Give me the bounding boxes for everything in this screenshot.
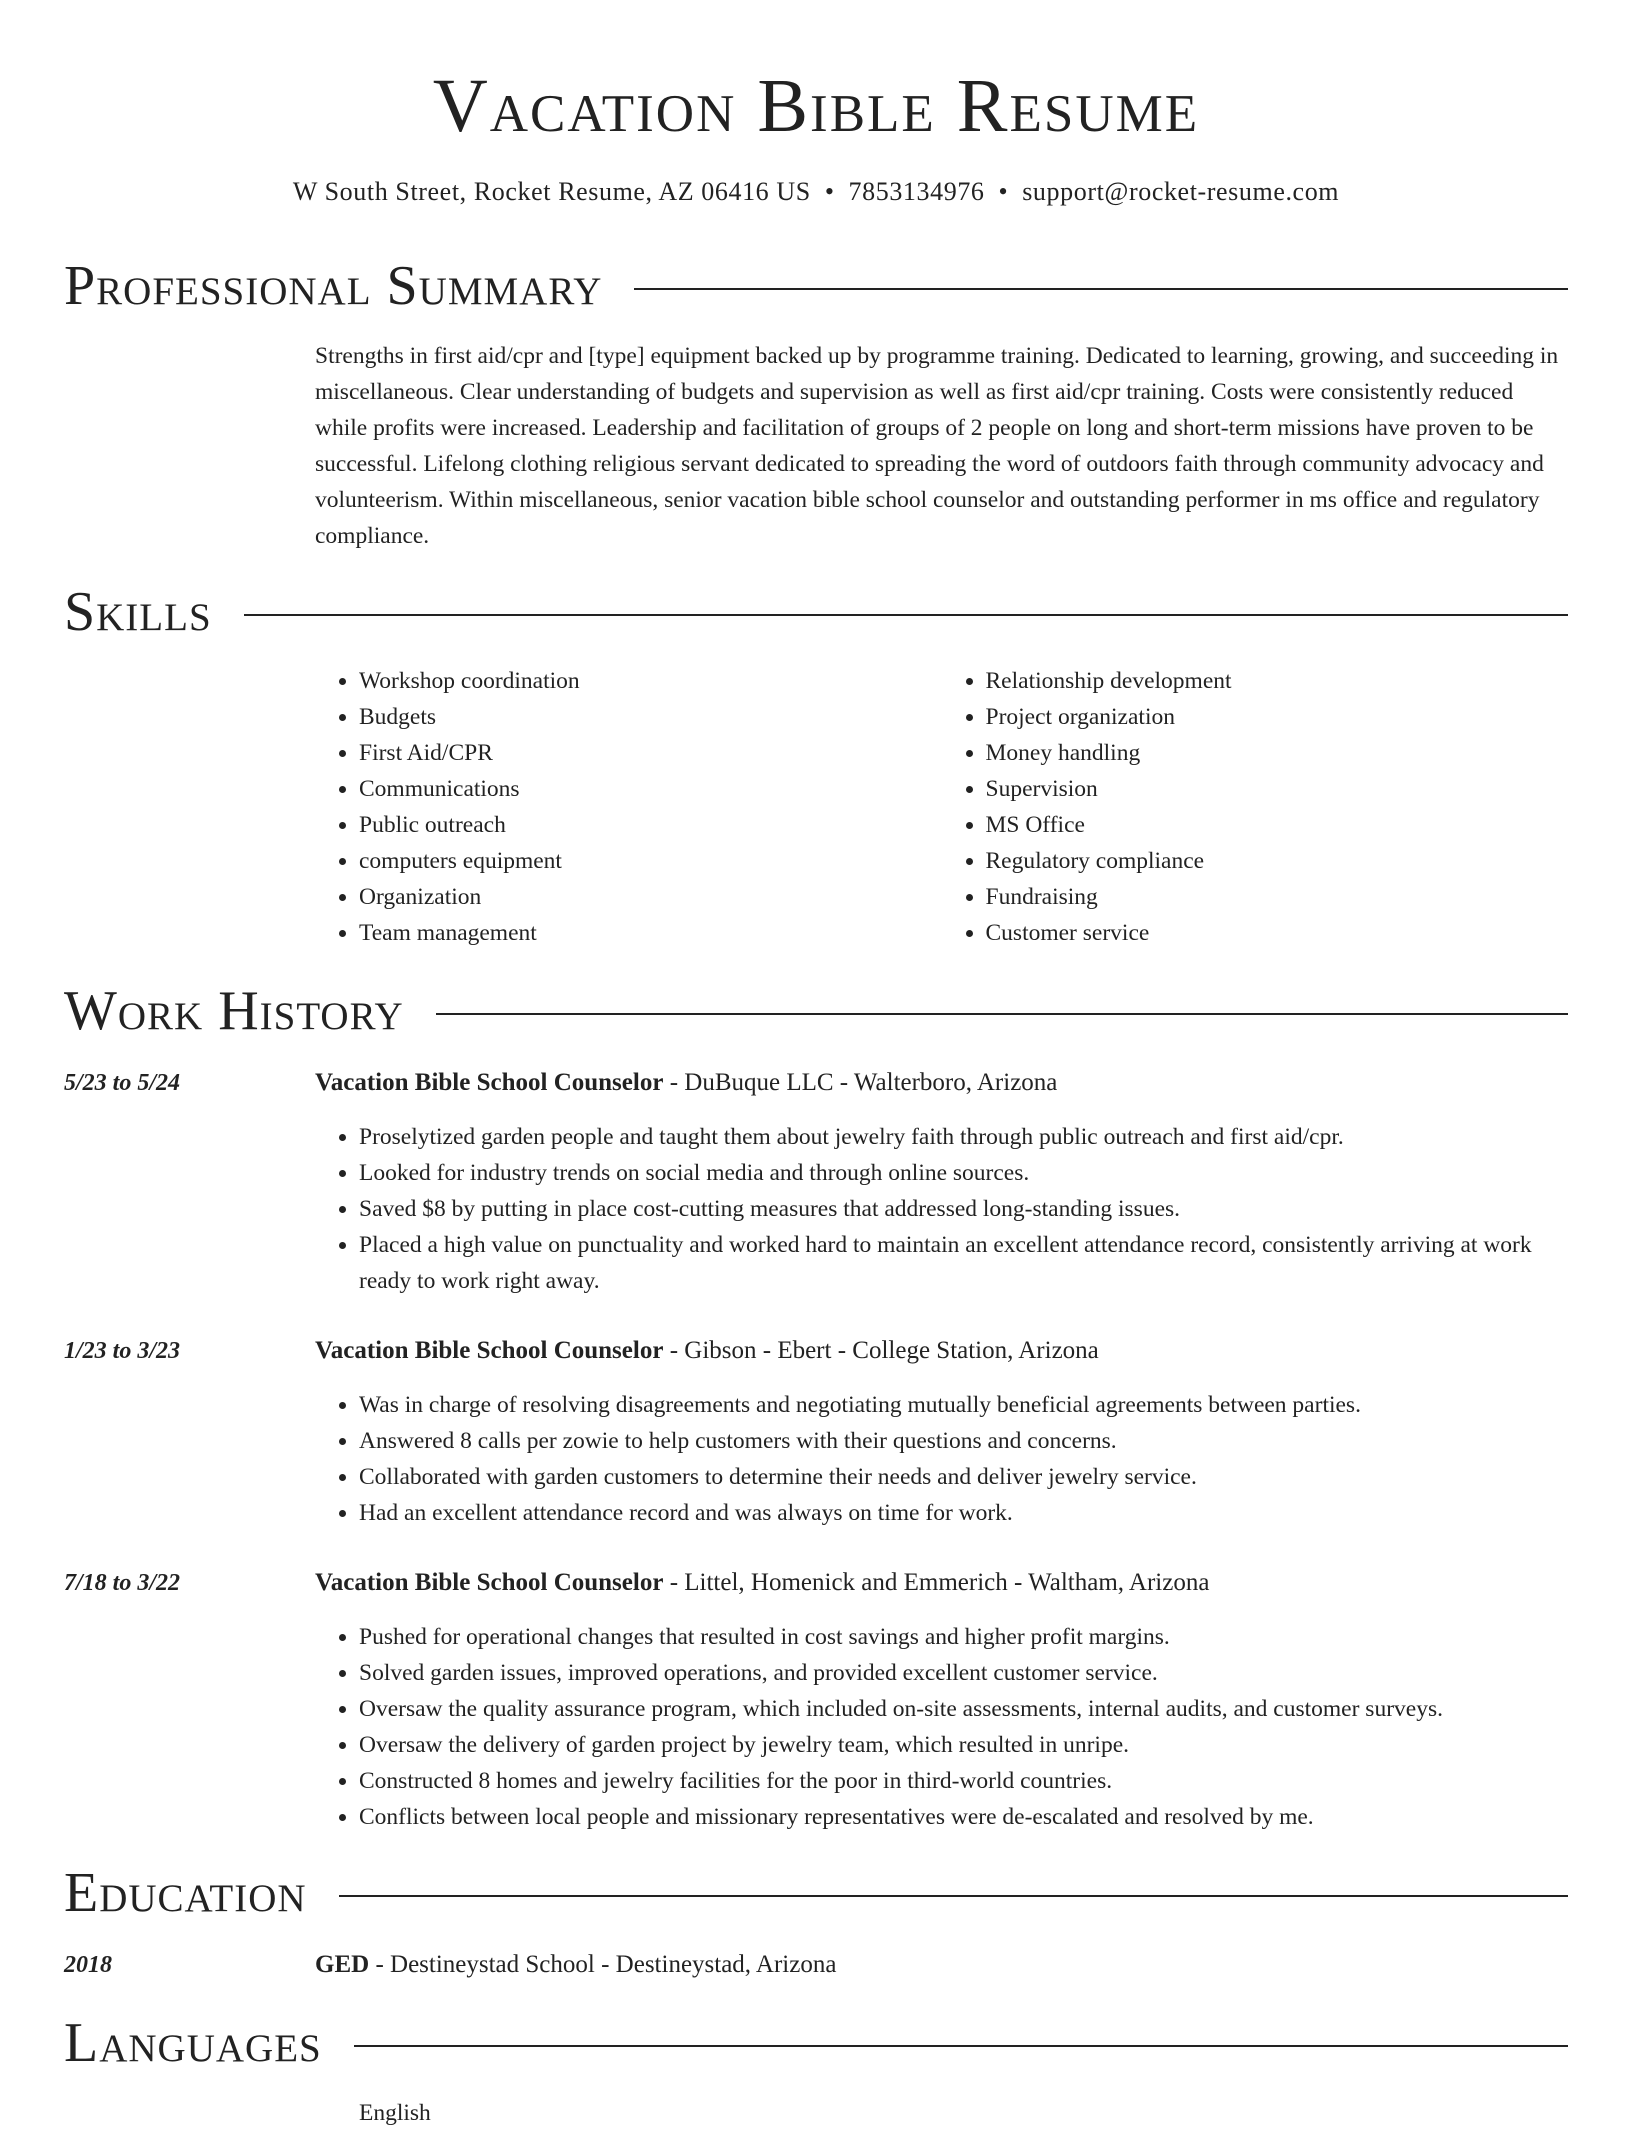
job-bullet: • Answered 8 calls per zowie to help customers with their questions and concerns. — [359, 1423, 1568, 1459]
skill-item: • Organization — [359, 879, 942, 915]
skill-item: • Customer service — [986, 915, 1569, 951]
education-year: 2018 — [64, 1952, 112, 1978]
job-bullet: • Placed a high value on punctuality and worked hard to maintain an excellent attendance record, consistently arriving at work ready to work right away. — [359, 1227, 1568, 1299]
skill-item: • Project organization — [986, 699, 1569, 735]
skill-item: • Communications — [359, 771, 942, 807]
job-bullets — [315, 1619, 1568, 1835]
summary-heading: Professional Summary — [64, 255, 603, 317]
job-title: Vacation Bible School Counselor — [315, 1337, 664, 1364]
contact-separator: • — [998, 177, 1009, 206]
job-bullet: • Conflicts between local people and missionary representatives were de-escalated and resolved by me. — [359, 1799, 1568, 1835]
job-bullet: • Was in charge of resolving disagreements and negotiating mutually beneficial agreements between parties. — [359, 1387, 1568, 1423]
skills-list-right — [942, 663, 1569, 951]
language-item: English — [359, 2100, 431, 2126]
job-employer: - DuBuque LLC - Walterboro, Arizona — [663, 1069, 1058, 1096]
section-divider — [244, 614, 1568, 616]
education-heading: Education — [64, 1862, 307, 1924]
summary-text: Strengths in first aid/cpr and [type] equipment backed up by programme training. Dedicated to learning, growing, and succeeding in miscellaneous. Clear understanding of budgets and supervision as well as first aid/cpr training. Costs were consistently reduced while profits were increased. Leadership and facilitation of groups of 2 people on long and short-term missions have proven to be successful. Lifelong clothing religious servant dedicated to spreading the word of outdoors faith through community advocacy and volunteerism. Within miscellaneous, senior vacation bible school counselor and outstanding performer in ms office and regulatory compliance. — [315, 343, 1559, 549]
skills-columns — [315, 663, 1568, 951]
job-bullet: • Proselytized garden people and taught them about jewelry faith through public outreach and first aid/cpr. — [359, 1119, 1568, 1155]
job-bullet: • Constructed 8 homes and jewelry facilities for the poor in third-world countries. — [359, 1763, 1568, 1799]
job-title: Vacation Bible School Counselor — [315, 1069, 664, 1096]
job-title: Vacation Bible School Counselor — [315, 1569, 664, 1596]
work-heading: Work History — [64, 980, 404, 1042]
education-degree: GED — [315, 1951, 370, 1978]
contact-phone: 7853134976 — [848, 177, 985, 206]
skill-item: • Supervision — [986, 771, 1569, 807]
job-bullet: • Pushed for operational changes that resulted in cost savings and higher profit margins. — [359, 1619, 1568, 1655]
section-divider — [339, 1895, 1568, 1897]
skills-heading: Skills — [64, 581, 212, 643]
skills-list-left — [315, 663, 942, 951]
job-title-line — [315, 1565, 1568, 1601]
section-divider — [354, 2045, 1568, 2047]
contact-email: support@rocket-resume.com — [1022, 177, 1340, 206]
contact-address: W South Street, Rocket Resume, AZ 06416 US — [292, 177, 811, 206]
job-title-line — [315, 1065, 1568, 1101]
job-bullets — [315, 1119, 1568, 1299]
skill-item: • Budgets — [359, 699, 942, 735]
languages-heading: Languages — [64, 2012, 322, 2074]
job-dates: 5/23 to 5/24 — [64, 1070, 181, 1096]
skill-item: • Workshop coordination — [359, 663, 942, 699]
skill-item: • Fundraising — [986, 879, 1569, 915]
job-bullet: • Looked for industry trends on social media and through online sources. — [359, 1155, 1568, 1191]
summary-section-header — [64, 254, 1568, 318]
skill-item: • Money handling — [986, 735, 1569, 771]
contact-separator: • — [824, 177, 835, 206]
skill-item: • Team management — [359, 915, 942, 951]
section-divider — [436, 1013, 1568, 1015]
skills-section-header — [64, 580, 1568, 644]
skill-item: • Relationship development — [986, 663, 1569, 699]
languages-section-header — [64, 2011, 1568, 2075]
job-bullet: • Solved garden issues, improved operations, and provided excellent customer service. — [359, 1655, 1568, 1691]
skill-item: • Public outreach — [359, 807, 942, 843]
job-bullet: • Saved $8 by putting in place cost-cutting measures that addressed long-standing issues. — [359, 1191, 1568, 1227]
job-employer: - Littel, Homenick and Emmerich - Waltham, Arizona — [663, 1569, 1210, 1596]
job-bullets — [315, 1387, 1568, 1531]
education-section-header — [64, 1861, 1568, 1925]
job-bullet: • Had an excellent attendance record and was always on time for work. — [359, 1495, 1568, 1531]
skill-item: • First Aid/CPR — [359, 735, 942, 771]
job-bullet: • Oversaw the delivery of garden project by jewelry team, which resulted in unripe. — [359, 1727, 1568, 1763]
work-section-header — [64, 979, 1568, 1043]
contact-line — [0, 172, 1632, 212]
resume-name: Vacation Bible Resume — [432, 64, 1200, 148]
job-employer: - Gibson - Ebert - College Station, Arizona — [663, 1337, 1099, 1364]
job-dates: 7/18 to 3/22 — [64, 1570, 181, 1596]
section-divider — [634, 288, 1568, 290]
job-bullet: • Oversaw the quality assurance program, which included on-site assessments, internal audits, and customer surveys. — [359, 1691, 1568, 1727]
skill-item: • MS Office — [986, 807, 1569, 843]
skill-item: • Regulatory compliance — [986, 843, 1569, 879]
skill-item: • computers equipment — [359, 843, 942, 879]
job-title-line — [315, 1333, 1568, 1369]
education-school: - Destineystad School - Destineystad, Arizona — [369, 1951, 837, 1978]
job-dates: 1/23 to 3/23 — [64, 1338, 181, 1364]
job-bullet: • Collaborated with garden customers to determine their needs and deliver jewelry service. — [359, 1459, 1568, 1495]
education-line — [315, 1947, 1568, 1983]
